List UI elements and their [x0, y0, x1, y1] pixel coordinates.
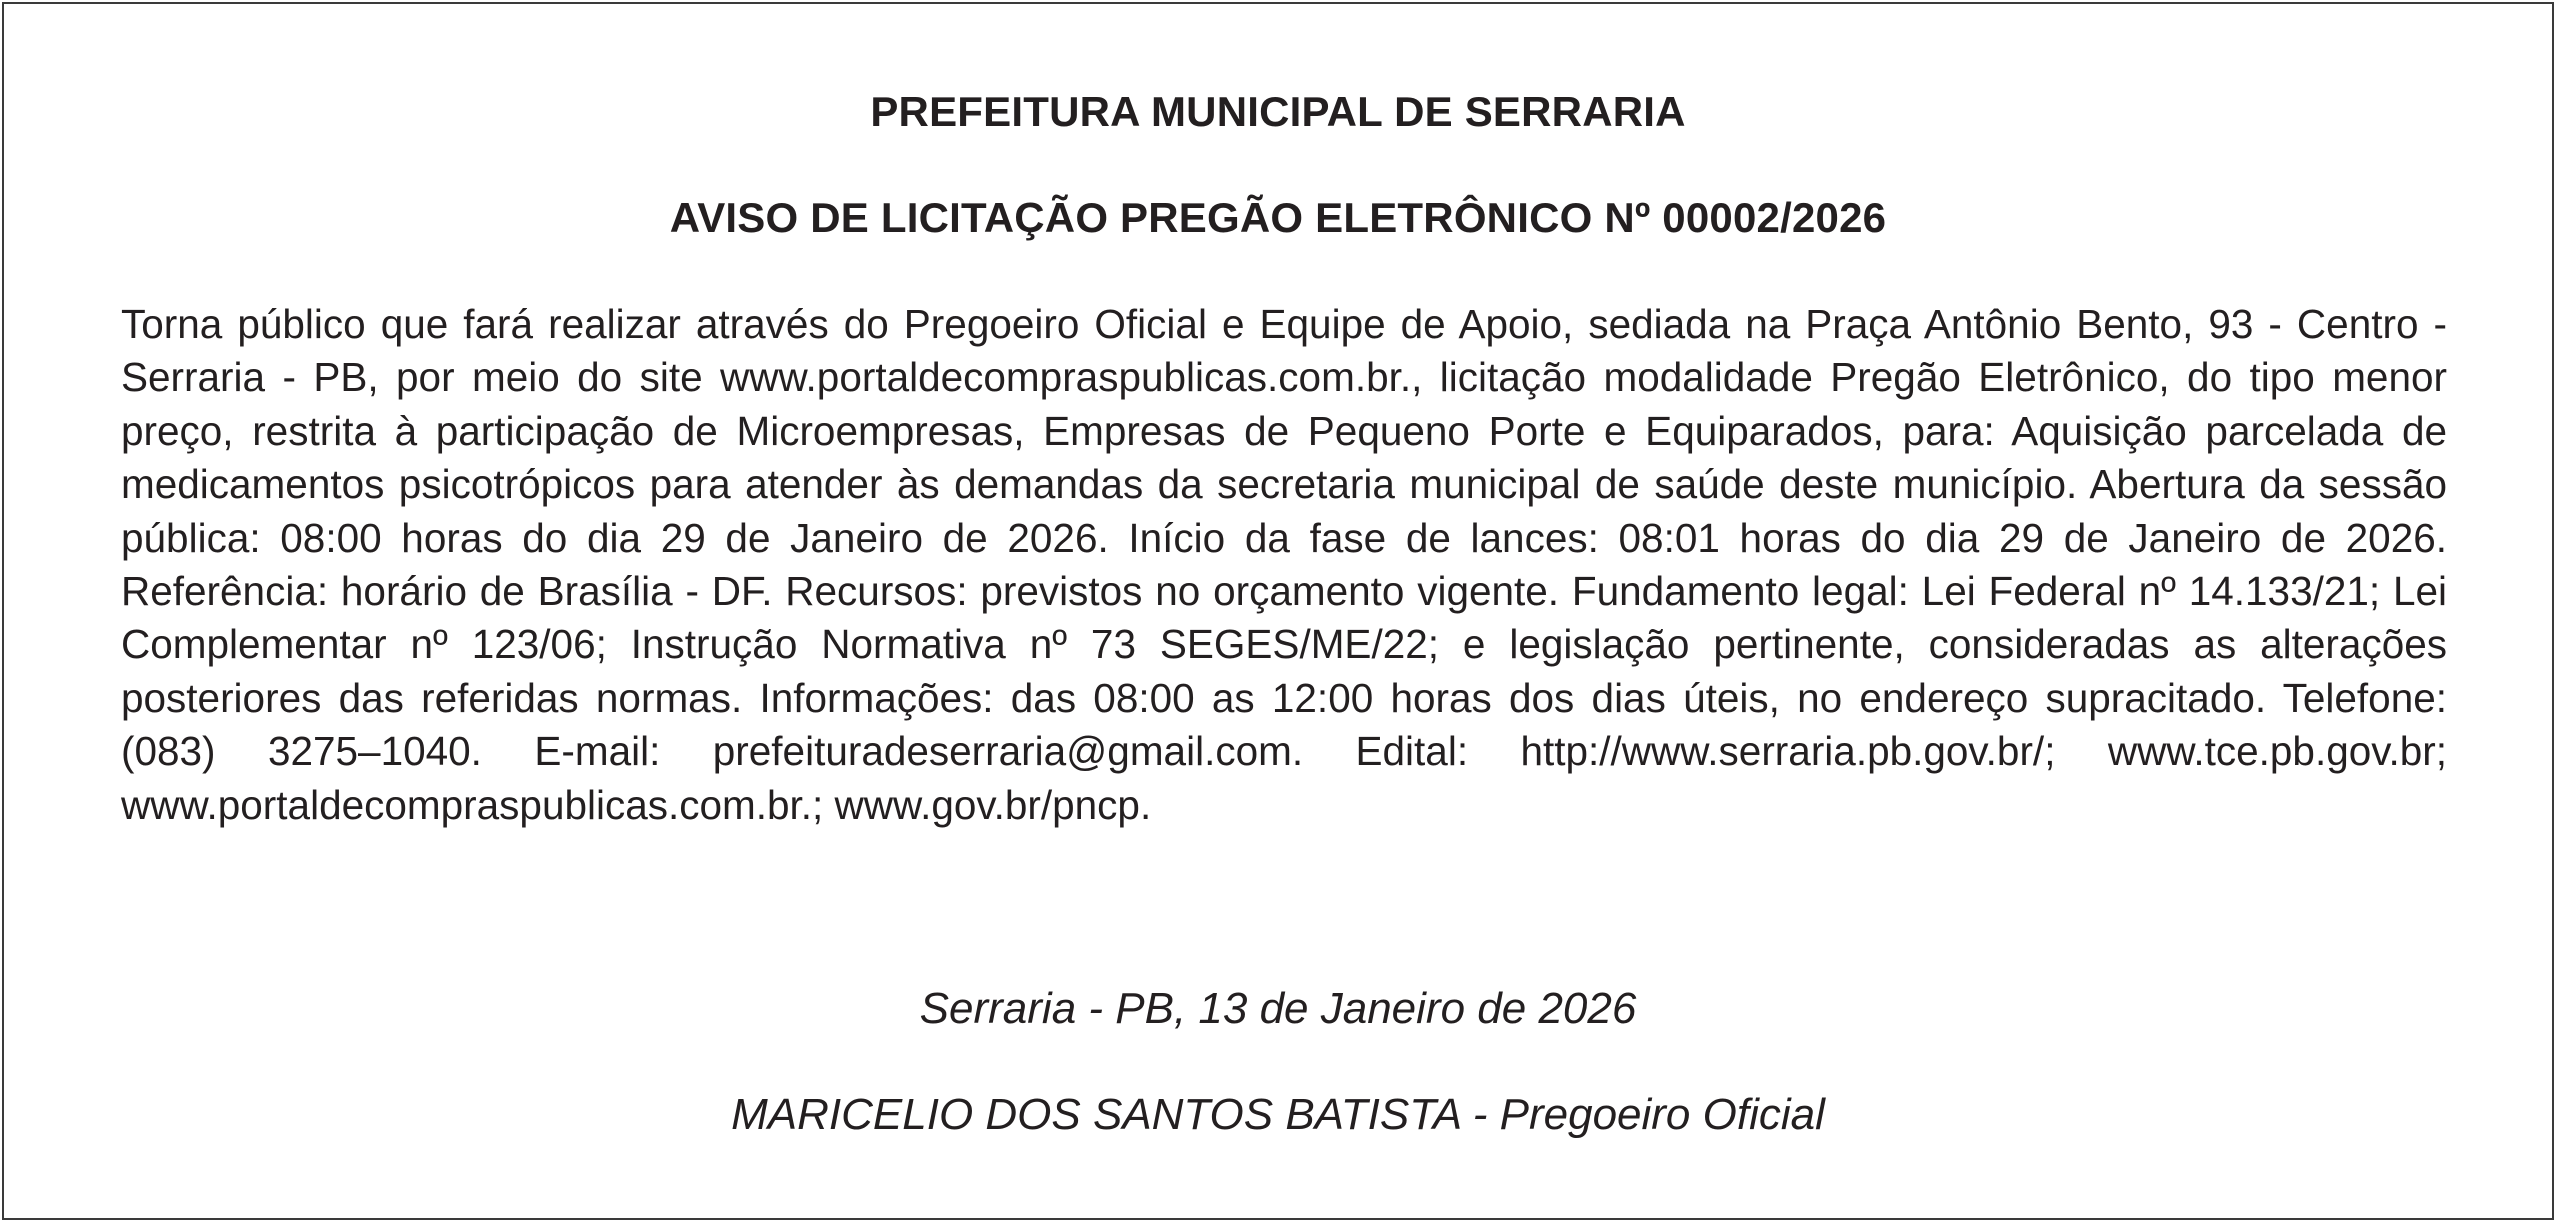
organization-heading: PREFEITURA MUNICIPAL DE SERRARIA [870, 88, 1686, 135]
notice-title: AVISO DE LICITAÇÃO PREGÃO ELETRÔNICO Nº 00002/2026 [669, 194, 1887, 241]
signature-name: MARICELIO DOS SANTOS BATISTA - Pregoeiro Oficial [731, 1090, 1825, 1139]
notice-body: Torna público que fará realizar através do Pregoeiro Oficial e Equipe de Apoio, sediada na Praça Antônio Bento, 93 - Centro - Serraria - PB, por meio do site www.portaldecompraspublicas.com.br., licitação modalidade Pregão Eletrônico, do tipo menor preço, restrita à participação de Microempresas, Empresas de Pequeno Porte e Equiparados, para: Aquisição parcelada de medicamentos psicotrópicos para atender às demandas da secretaria municipal de saúde deste município. Abertura da sessão pública: 08:00 horas do dia 29 de Janeiro de 2026. Início da fase de lances: 08:01 horas do dia 29 de Janeiro de 2026. Referência: horário de Brasília - DF. Recursos: previstos no orçamento vigente. Fundamento legal: Lei Federal nº 14.133/21; Lei Complementar nº 123/06; Instrução Normativa nº 73 SEGES/ME/22; e legislação pertinente, consideradas as alterações posteriores das referidas normas. Informações: das 08:00 as 12:00 horas dos dias úteis, no endereço supracitado. Telefone: (083) 3275–1040. E-mail: prefeituradeserraria@gmail.com. Edital: http://www.serraria.pb.gov.br/; www.tce.pb.gov.br; www.portaldecompraspublicas.com.br.; www.gov.br/pncp. [121, 301, 2447, 828]
signature-date: Serraria - PB, 13 de Janeiro de 2026 [919, 984, 1637, 1033]
notice-frame [2, 2, 2554, 1220]
